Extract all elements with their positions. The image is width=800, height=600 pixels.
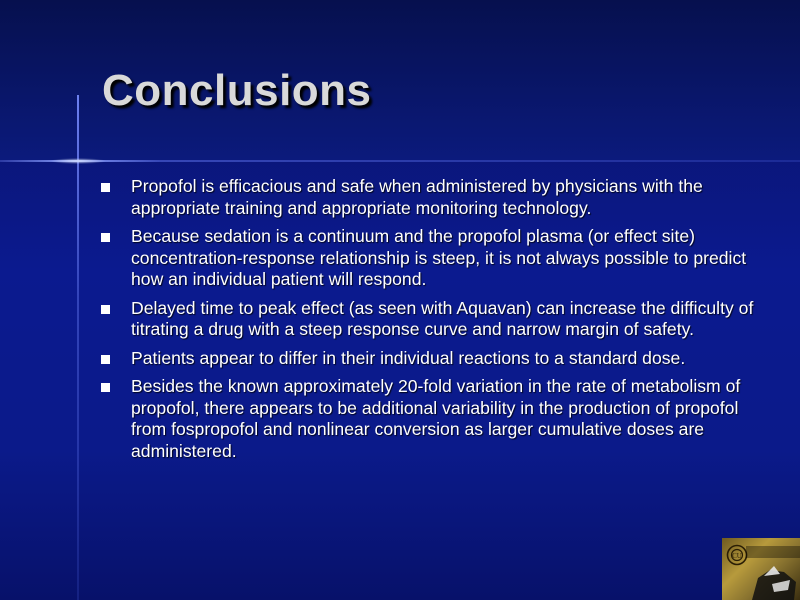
rule-highlight [50, 158, 106, 164]
bullet-text: Patients appear to differ in their individual reactions to a standard dose. [131, 347, 686, 368]
bullet-text: Besides the known approximately 20-fold variation in the rate of metabolism of propofol, there appears to be additional variability in the production of propofol from fospropofol and nonlinear conversion as larger cumulative doses are administered. [131, 376, 741, 461]
bullet-item [100, 226, 772, 291]
slide-title: Conclusions [102, 66, 372, 115]
seal-icon [726, 544, 748, 566]
bullet-text: Because sedation is a continuum and the propofol plasma (or effect site) concentration-response relationship is steep, it is not always possible to predict how an individual patient will respond. [131, 226, 747, 289]
university-seal-logo [722, 538, 800, 600]
square-bullet-icon [101, 355, 110, 364]
square-bullet-icon [101, 305, 110, 314]
square-bullet-icon [101, 233, 110, 242]
bullet-text: Propofol is efficacious and safe when administered by physicians with the appropriate training and appropriate monitoring technology. [131, 176, 703, 218]
bullet-item [100, 176, 772, 219]
bullet-text: Delayed time to peak effect (as seen with Aquavan) can increase the difficulty of titrating a drug with a steep response curve and narrow margin of safety. [131, 297, 754, 339]
bullet-list [100, 176, 772, 469]
logo-banner [746, 546, 800, 558]
bullet-item [100, 348, 772, 370]
square-bullet-icon [101, 383, 110, 392]
svg-text:CU: CU [732, 552, 742, 560]
square-bullet-icon [101, 183, 110, 192]
horizontal-rule [0, 160, 800, 162]
buffalo-figure-icon [750, 560, 798, 600]
vertical-rule [77, 95, 79, 600]
bullet-item [100, 376, 772, 462]
bullet-item [100, 298, 772, 341]
